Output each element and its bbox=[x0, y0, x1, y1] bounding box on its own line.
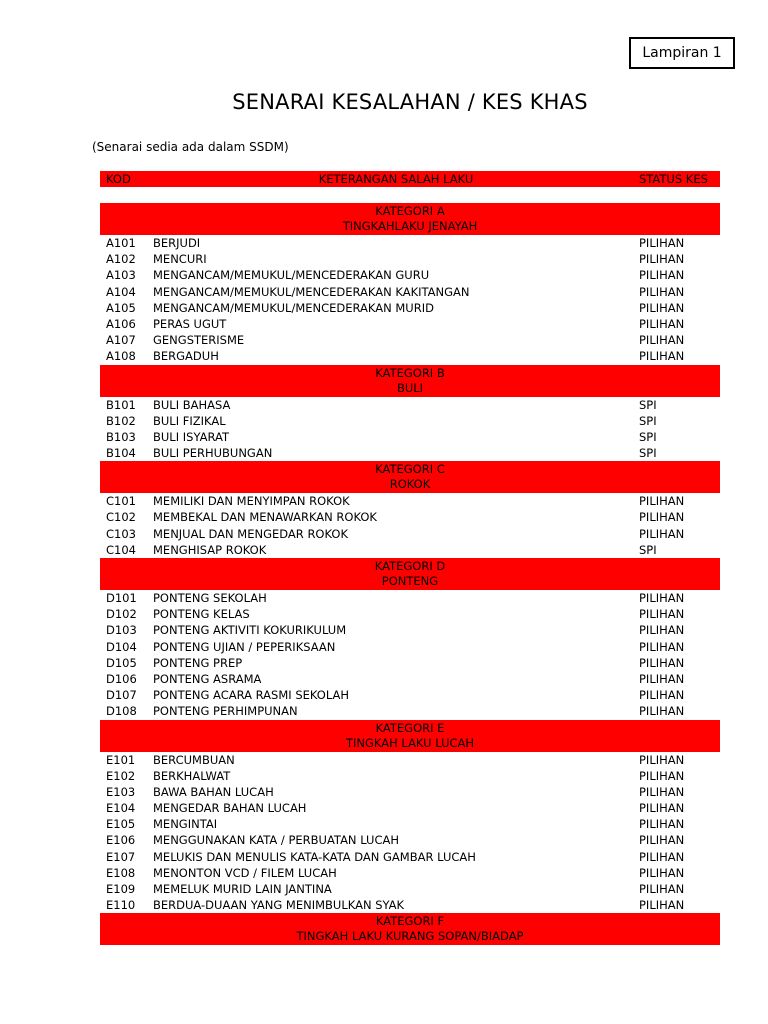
case-status: PILIHAN bbox=[639, 316, 685, 331]
offence-code: E107 bbox=[106, 849, 136, 864]
case-status: PILIHAN bbox=[639, 671, 685, 686]
header-spacer bbox=[100, 187, 720, 203]
case-status: PILIHAN bbox=[639, 768, 685, 783]
case-status: PILIHAN bbox=[639, 865, 685, 880]
category-subtitle: BULI bbox=[396, 380, 424, 395]
offence-description: PONTENG PREP bbox=[153, 655, 243, 670]
offence-code: D108 bbox=[106, 704, 137, 719]
offence-code: E106 bbox=[106, 833, 136, 848]
table-row bbox=[100, 267, 720, 283]
case-status: SPI bbox=[639, 413, 657, 428]
offence-code: A102 bbox=[106, 252, 136, 267]
offence-code: A104 bbox=[106, 284, 136, 299]
table-row bbox=[100, 671, 720, 687]
case-status: PILIHAN bbox=[639, 898, 685, 913]
case-status: PILIHAN bbox=[639, 882, 685, 896]
table-body bbox=[100, 203, 720, 945]
table-row bbox=[100, 332, 720, 348]
case-status: PILIHAN bbox=[639, 591, 685, 605]
category-band bbox=[100, 365, 720, 397]
offence-description: PONTENG ASRAMA bbox=[153, 671, 262, 686]
offence-description: MENGANCAM/MEMUKUL/MENCEDERAKAN KAKITANGAN bbox=[153, 284, 470, 299]
case-status: SPI bbox=[639, 446, 657, 461]
case-status: PILIHAN bbox=[639, 752, 685, 767]
case-status: PILIHAN bbox=[639, 526, 685, 541]
case-status: PILIHAN bbox=[639, 704, 685, 719]
offence-code: E108 bbox=[106, 865, 136, 880]
offence-code: D104 bbox=[106, 639, 137, 654]
offence-description: PONTENG KELAS bbox=[153, 607, 250, 622]
offence-description: BAWA BAHAN LUCAH bbox=[153, 784, 274, 799]
offence-description: MENJUAL DAN MENGEDAR ROKOK bbox=[153, 526, 348, 541]
offence-code: E105 bbox=[106, 817, 136, 832]
offence-description: PONTENG UJIAN / PEPERIKSAAN bbox=[153, 639, 336, 654]
category-title: KATEGORI F bbox=[375, 914, 445, 929]
case-status: PILIHAN bbox=[639, 300, 685, 315]
offence-description: MENCURI bbox=[153, 252, 207, 267]
table-row bbox=[100, 897, 720, 913]
table-row bbox=[100, 590, 720, 606]
offence-code: A107 bbox=[106, 333, 136, 348]
table-row bbox=[100, 526, 720, 542]
offence-description: MENGEDAR BAHAN LUCAH bbox=[153, 801, 307, 816]
header-kod: KOD bbox=[106, 172, 131, 186]
table-row bbox=[100, 606, 720, 622]
category-title: KATEGORI A bbox=[375, 204, 445, 218]
category-subtitle: TINGKAHLAKU JENAYAH bbox=[342, 219, 478, 233]
offence-code: E101 bbox=[106, 752, 136, 767]
case-status: PILIHAN bbox=[639, 849, 685, 864]
offence-code: B103 bbox=[106, 429, 136, 444]
offence-code: A101 bbox=[106, 236, 136, 250]
offence-code: A105 bbox=[106, 300, 136, 315]
case-status: PILIHAN bbox=[639, 655, 685, 670]
offence-description: MELUKIS DAN MENULIS KATA-KATA DAN GAMBAR LUCAH bbox=[153, 849, 476, 864]
offence-description: MENGHISAP ROKOK bbox=[153, 542, 267, 557]
offence-code: C102 bbox=[106, 510, 136, 525]
category-band bbox=[100, 913, 720, 945]
case-status: PILIHAN bbox=[639, 268, 685, 283]
offence-description: PONTENG ACARA RASMI SEKOLAH bbox=[153, 688, 350, 703]
offence-code: D107 bbox=[106, 688, 137, 703]
offence-description: BULI FIZIKAL bbox=[153, 413, 226, 428]
table-row bbox=[100, 235, 720, 251]
offence-code: A108 bbox=[106, 349, 136, 364]
offence-code: E104 bbox=[106, 801, 136, 816]
table-row bbox=[100, 768, 720, 784]
case-status: PILIHAN bbox=[639, 623, 685, 638]
offence-code: D105 bbox=[106, 655, 137, 670]
table-row bbox=[100, 865, 720, 881]
category-subtitle: TINGKAH LAKU KURANG SOPAN/BIADAP bbox=[296, 929, 524, 944]
offence-code: E109 bbox=[106, 882, 136, 896]
offence-description: MEMELUK MURID LAIN JANTINA bbox=[153, 882, 332, 896]
offence-description: MENGGUNAKAN KATA / PERBUATAN LUCAH bbox=[153, 833, 399, 848]
offence-code: A106 bbox=[106, 316, 136, 331]
category-subtitle: ROKOK bbox=[389, 477, 431, 492]
table-row bbox=[100, 348, 720, 364]
category-subtitle: PONTENG bbox=[381, 574, 439, 588]
offence-description: BULI BAHASA bbox=[153, 397, 231, 412]
offence-description: BERCUMBUAN bbox=[153, 752, 235, 767]
case-status: PILIHAN bbox=[639, 688, 685, 703]
offence-description: BERKHALWAT bbox=[153, 768, 231, 783]
source-note: (Senarai sedia ada dalam SSDM) bbox=[92, 140, 289, 154]
case-status: PILIHAN bbox=[639, 639, 685, 654]
offence-code: D106 bbox=[106, 671, 137, 686]
case-status: SPI bbox=[639, 542, 657, 557]
table-row bbox=[100, 881, 720, 897]
case-status: PILIHAN bbox=[639, 284, 685, 299]
offence-code: B102 bbox=[106, 413, 136, 428]
offence-description: PERAS UGUT bbox=[153, 316, 227, 331]
case-status: PILIHAN bbox=[639, 333, 685, 348]
offence-description: BERDUA-DUAAN YANG MENIMBULKAN SYAK bbox=[153, 898, 405, 913]
offence-table bbox=[100, 171, 720, 945]
table-row bbox=[100, 429, 720, 445]
offence-code: C101 bbox=[106, 494, 136, 509]
table-row bbox=[100, 816, 720, 832]
table-row bbox=[100, 284, 720, 300]
offence-code: C104 bbox=[106, 542, 136, 557]
offence-code: D101 bbox=[106, 591, 137, 605]
offence-description: MENGINTAI bbox=[153, 817, 218, 832]
offence-code: E110 bbox=[106, 898, 136, 913]
offence-description: PONTENG PERHIMPUNAN bbox=[153, 704, 298, 719]
offence-code: B104 bbox=[106, 446, 136, 461]
offence-description: MENGANCAM/MEMUKUL/MENCEDERAKAN MURID bbox=[153, 300, 434, 315]
category-title: KATEGORI D bbox=[374, 559, 446, 573]
table-row bbox=[100, 687, 720, 703]
offence-description: BULI PERHUBUNGAN bbox=[153, 446, 273, 461]
offence-code: E103 bbox=[106, 784, 136, 799]
table-row bbox=[100, 509, 720, 525]
offence-code: C103 bbox=[106, 526, 136, 541]
table-row bbox=[100, 639, 720, 655]
offence-description: BERJUDI bbox=[153, 236, 201, 250]
table-row bbox=[100, 493, 720, 509]
table-row bbox=[100, 413, 720, 429]
table-header bbox=[100, 171, 720, 187]
table-row bbox=[100, 397, 720, 413]
appendix-label: Lampiran 1 bbox=[629, 37, 735, 69]
table-row bbox=[100, 655, 720, 671]
category-band bbox=[100, 558, 720, 590]
case-status: PILIHAN bbox=[639, 494, 685, 509]
table-row bbox=[100, 316, 720, 332]
case-status: PILIHAN bbox=[639, 817, 685, 832]
category-subtitle: TINGKAH LAKU LUCAH bbox=[345, 735, 475, 750]
table-row bbox=[100, 849, 720, 865]
category-band bbox=[100, 203, 720, 235]
category-title: KATEGORI C bbox=[375, 462, 445, 477]
case-status: PILIHAN bbox=[639, 801, 685, 816]
table-row bbox=[100, 752, 720, 768]
case-status: PILIHAN bbox=[639, 784, 685, 799]
offence-code: E102 bbox=[106, 768, 136, 783]
header-keterangan: KETERANGAN SALAH LAKU bbox=[318, 172, 474, 186]
offence-code: A103 bbox=[106, 268, 136, 283]
case-status: PILIHAN bbox=[639, 607, 685, 622]
category-title: KATEGORI B bbox=[375, 365, 445, 380]
table-row bbox=[100, 800, 720, 816]
offence-code: D102 bbox=[106, 607, 137, 622]
table-row bbox=[100, 832, 720, 848]
case-status: SPI bbox=[639, 429, 657, 444]
case-status: PILIHAN bbox=[639, 236, 685, 250]
table-row bbox=[100, 445, 720, 461]
table-row bbox=[100, 784, 720, 800]
case-status: PILIHAN bbox=[639, 510, 685, 525]
offence-description: MENGANCAM/MEMUKUL/MENCEDERAKAN GURU bbox=[153, 268, 430, 283]
table-row bbox=[100, 300, 720, 316]
offence-description: BERGADUH bbox=[153, 349, 219, 364]
case-status: SPI bbox=[639, 397, 657, 412]
category-title: KATEGORI E bbox=[375, 720, 445, 735]
table-row bbox=[100, 251, 720, 267]
case-status: PILIHAN bbox=[639, 833, 685, 848]
offence-description: PONTENG AKTIVITI KOKURIKULUM bbox=[153, 623, 347, 638]
offence-description: GENGSTERISME bbox=[153, 333, 245, 348]
offence-description: MEMILIKI DAN MENYIMPAN ROKOK bbox=[153, 494, 350, 509]
offence-code: D103 bbox=[106, 623, 137, 638]
offence-code: B101 bbox=[106, 397, 136, 412]
offence-description: MENONTON VCD / FILEM LUCAH bbox=[153, 865, 337, 880]
table-row bbox=[100, 622, 720, 638]
offence-description: BULI ISYARAT bbox=[153, 429, 229, 444]
category-band bbox=[100, 461, 720, 493]
offence-description: PONTENG SEKOLAH bbox=[153, 591, 267, 605]
case-status: PILIHAN bbox=[639, 252, 685, 267]
header-status: STATUS KES bbox=[639, 172, 708, 186]
offence-description: MEMBEKAL DAN MENAWARKAN ROKOK bbox=[153, 510, 377, 525]
table-row bbox=[100, 703, 720, 719]
page-title: SENARAI KESALAHAN / KES KHAS bbox=[232, 90, 588, 114]
table-row bbox=[100, 542, 720, 558]
category-band bbox=[100, 720, 720, 752]
case-status: PILIHAN bbox=[639, 349, 685, 364]
